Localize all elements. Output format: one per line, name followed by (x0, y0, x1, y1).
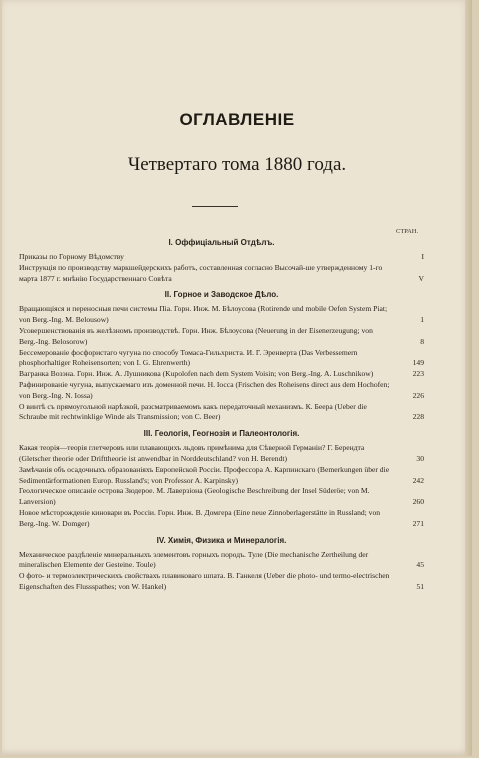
toc-entry-text: Геологическое описаніе острова Зюдерое. М. Лаверзіона (Geologische Beschreibung der Insel Süderöe; von M. Lanversion) (19, 486, 370, 507)
toc-entry-text: Рафинированіе чугуна, выпускаемаго изъ доменной печи. Н. Іосса (Frischen des Roheisens direct aus dem Hochofen; von Berg.-Ing. N. Iossa) (19, 379, 390, 400)
toc-entry-page: 30 (416, 453, 424, 463)
toc-entry-page: 1 (420, 315, 424, 325)
section-heading: IV. Химія, Физика и Минералогія. (156, 535, 287, 545)
toc-entry (19, 508, 424, 530)
toc-entry (19, 326, 424, 348)
toc-entry-text: О фото- и термоэлектрическихъ свойствахъ плавиковаго шпата. В. Ганкеля (Ueber die photo- und termo-electrischen Eigenschaften des Flussspathes; von W. Hankel) (19, 571, 390, 591)
toc-entry-page: 223 (412, 369, 424, 379)
toc-entry (19, 380, 424, 402)
section-heading: I. Оффиціальный Отдѣлъ. (168, 238, 275, 247)
toc-entry-text: Механическое раздѣленіе минеральныхъ элементовъ горныхъ породъ. Туле (Die mechanische Zertheilung der mineralischen Elemente der Gesteine. Toule) (19, 549, 369, 570)
toc-entry (19, 486, 424, 508)
toc-entry-text: Замѣчанія объ осадочныхъ образованіяхъ Европейской Россіи. Профессора А. Карпинскаго (Bemerkungen über die Sedimentärformationen Europ. Russland's; von Professor A. Karpinsky) (19, 464, 390, 485)
toc-entry-text: О винтѣ съ прямоугольной нарѣзкой, разсматриваемомъ какъ передаточный механизмъ. К. Беера (Ueber die Schraube mit rechtwinklige Winde als Transmission; von C. Beer) (19, 401, 367, 422)
toc-entry-text: Новое мѣсторожденіе киновари въ Россіи. Горн. Инж. В. Домгера (Eine neue Zinnoberlagerstätte in Russland; von Berg.-Ing. W. Domger) (19, 507, 381, 528)
toc-entry (19, 348, 424, 370)
toc-entry-page: 228 (412, 412, 424, 422)
toc-entry-page: 260 (412, 497, 424, 507)
toc-entry (19, 571, 424, 593)
toc-entry-page: V (418, 273, 424, 283)
volume-subtitle: Четвертаго тома 1880 года. (127, 154, 347, 175)
toc-entry (19, 252, 424, 263)
toc-entry-page: 149 (412, 358, 424, 368)
toc-entry-text: Бессемерованіе фосфористаго чугуна по способу Томаса-Гильхриста. И. Г. Эренверта (Das Verbessemern phosphorhaltiger Roheisensorten; von I. G. Ehrenwerth) (19, 347, 358, 368)
toc-entry-page: 8 (420, 336, 424, 346)
toc-entry-page: 271 (412, 518, 424, 528)
page-column-label: СТРАН. (396, 228, 419, 235)
toc-entry (19, 369, 424, 380)
toc-entry-text: Инструкція по производству маркшейдерскихъ работъ, составленная согласно Высочай-ше утвержденному 1-го марта 1877 г. мнѣнію Государственнаго Совѣта (19, 262, 383, 283)
toc-entry-text: Приказы по Горному Вѣдомству (19, 252, 124, 261)
toc-entry-text: Вращающіяся и переносныя печи системы Піа. Горн. Инж. М. Бѣлоусова (Rotirende und mobile Oefen System Piat; von Berg.-Ing. M. Belousow) (19, 304, 388, 325)
toc-entry-page: I (421, 252, 424, 261)
toc-entry (19, 550, 424, 572)
toc-entry-page: 242 (412, 475, 424, 485)
section-heading: II. Горное и Заводское Дѣло. (164, 290, 279, 300)
toc-entry-page: 226 (412, 390, 424, 400)
title-divider (192, 206, 238, 207)
toc-entry-page: 45 (416, 560, 424, 570)
page-title: ОГЛАВЛЕНІЕ (179, 110, 295, 129)
toc-entry (19, 402, 424, 424)
toc-entry-text: Какая теорія—теорія глетчеровъ или плавающихъ льдовъ примѣнима для Сѣверной Германіи? Г. Берендта (Gletscher theorie oder Drifttheorie ist anwendbar in Norddeutschland? von H. Berendt) (19, 443, 365, 463)
book-page (2, 0, 472, 756)
toc-entry-text: Вагранка Возэна. Горн. Инж. А. Лушникова (Kupolofen nach dem System Voisin; von Berg.-Ing. A. Luschnikow) (19, 369, 374, 379)
table-of-contents (19, 232, 424, 593)
toc-entry-page: 51 (416, 581, 424, 591)
toc-entry (19, 443, 424, 465)
toc-entry (19, 465, 424, 487)
toc-entry (19, 304, 424, 326)
toc-entry (19, 263, 424, 285)
toc-entry-text: Усовершенствованія въ желѣзномъ производствѣ. Горн. Инж. Бѣлоусова (Neuerung in der Eisenerzeugung; von Berg.-Ing. Belosorow) (19, 325, 373, 346)
section-heading: III. Геологія, Геогнозія и Палеонтологія. (143, 429, 300, 439)
